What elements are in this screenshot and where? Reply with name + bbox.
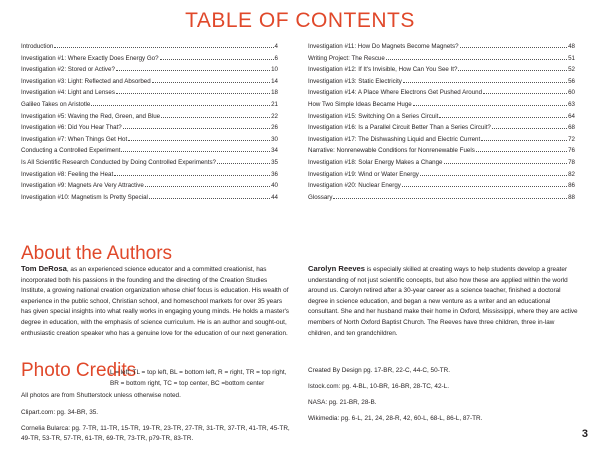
toc-leader-dots (149, 190, 270, 199)
toc-leader-dots (492, 120, 567, 129)
page-number: 3 (581, 428, 588, 440)
toc-leader-dots (123, 120, 270, 129)
toc-entry (21, 62, 278, 74)
toc-entry-page: 82 (568, 170, 575, 178)
toc-leader-dots (116, 85, 270, 94)
toc-entry-label: How Two Simple Ideas Became Huge (308, 100, 412, 108)
toc-entry-label: Investigation #2: Stored or Active? (21, 66, 115, 74)
toc-leader-dots (160, 51, 274, 60)
toc-entry (308, 109, 575, 121)
toc-entry-label: Investigation #10: Magnetism Is Pretty Special (21, 193, 148, 201)
toc-entry (308, 74, 575, 86)
toc-entry (21, 39, 278, 51)
toc-entry (308, 39, 575, 51)
toc-leader-dots (444, 155, 568, 164)
author-name: Carolyn Reeves (308, 264, 365, 273)
toc-leader-dots (145, 178, 270, 187)
toc-entry (21, 167, 278, 179)
toc-entry-page: 34 (271, 147, 278, 155)
toc-entry-label: Narrative: Nonrenewable Conditions for Nonrenewable Fuels (308, 147, 475, 155)
author-bio-text: , as an experienced science educator and a committed creationist, has incorporated both his passions in the founding and the directing of the Creation Studies Institute, a growing national creation organization whose chief focus is education. His wealth of experience in the public school, Christian school, and homeschool markets for over 35 years has given special insights into what really works in engaging young minds. He holds a master's degree in education, with the emphasis of science curriculum. He is an author and sought-out, enthusiastic creation speaker who has a genuine love for the education of our next generation. (21, 266, 289, 337)
toc-entry-page: 21 (271, 100, 278, 108)
toc-entry (308, 62, 575, 74)
author-name: Tom DeRosa (21, 264, 67, 273)
toc-entry-page: 14 (271, 77, 278, 85)
toc-entry-label: Investigation #7: When Things Get Hot (21, 135, 128, 143)
toc-entry (21, 143, 278, 155)
toc-leader-dots (420, 167, 567, 176)
toc-entry-label: Investigation #15: Switching On a Series Circuit (308, 112, 439, 120)
toc-entry (308, 85, 575, 97)
toc-leader-dots (402, 178, 567, 187)
toc-entry-page: 86 (568, 182, 575, 190)
toc-entry-label: Glossary (308, 193, 333, 201)
toc-leader-dots (116, 62, 270, 71)
toc-entry-page: 64 (568, 112, 575, 120)
toc-entry (308, 143, 575, 155)
toc-entry-page: 44 (271, 193, 278, 201)
toc-entry (21, 51, 278, 63)
credit-line: Cornelia Bularca: pg. 7-TR, 11-TR, 15-TR, 19-TR, 23-TR, 27-TR, 31-TR, 37-TR, 41-TR, 45-TR, (21, 425, 290, 432)
toc-entry-page: 76 (568, 147, 575, 155)
toc-entry-label: Investigation #3: Light: Reflected and Absorbed (21, 77, 151, 85)
credit-line: Wikimedia: pg. 6-L, 21, 24, 28-R, 42, 60-L, 68-L, 86-L, 87-TR. (308, 415, 483, 422)
toc-entry-page: 36 (271, 170, 278, 178)
toc-entry-label: Investigation #8: Feeling the Heat (21, 170, 114, 178)
toc-entry-page: 56 (568, 77, 575, 85)
toc-entry-label: Investigation #11: How Do Magnets Become Magnets? (308, 43, 459, 50)
credit-line: Istock.com: pg. 4-BL, 10-BR, 16-BR, 28-TC, 42-L. (308, 383, 450, 390)
toc-leader-dots (403, 74, 567, 83)
toc-leader-dots (458, 62, 567, 71)
toc-leader-dots (333, 190, 567, 199)
toc-leader-dots (121, 143, 270, 152)
toc-entry-label: Writing Project: The Rescue (308, 54, 385, 62)
toc-entry-label: Is All Scientific Research Conducted by Doing Controlled Experiments? (21, 158, 217, 166)
toc-leader-dots (386, 51, 567, 60)
toc-entry-label: Investigation #5: Waving the Red, Green, and Blue (21, 112, 161, 120)
toc-entry-label: Investigation #13: Static Electricity (308, 77, 402, 85)
toc-entry-label: Investigation #6: Did You Hear That? (21, 124, 122, 132)
toc-entry-page: 40 (271, 182, 278, 190)
author-bio-derosa (21, 264, 291, 339)
toc-entry (308, 178, 575, 190)
credit-line: 49-TR, 53-TR, 57-TR, 61-TR, 69-TR, 73-TR, p79-TR, 83-TR. (21, 435, 194, 442)
toc-entry-label: Introduction (21, 43, 54, 50)
toc-entry (21, 74, 278, 86)
toc-entry (308, 51, 575, 63)
credit-line: Clipart.com: pg. 34-BR, 35. (21, 409, 99, 416)
toc-entry (308, 97, 575, 109)
toc-entry (21, 155, 278, 167)
toc-entry (21, 120, 278, 132)
toc-entry-label: Investigation #14: A Place Where Electrons Get Pushed Around (308, 89, 483, 97)
toc-entry-page: 63 (568, 100, 575, 108)
author-bio-text: is especially skilled at creating ways to help students develop a greater understanding of not just scientific concepts, but also how these are applied within the world around us. Carolyn retired after a 30-year career as a science teacher, finished a doctoral degree in science education, and began a new venture as a writer and an educational consultant. She and her husband make their home in Oxford, Mississippi, where they are active members of North Oxford Baptist Church. The Reeves have three children, three in-law children, and ten grandchildren. (308, 266, 578, 337)
toc-entry-label: Investigation #9: Magnets Are Very Attractive (21, 182, 144, 190)
toc-leader-dots (481, 132, 567, 141)
credit-line: All photos are from Shutterstock unless otherwise noted. (21, 392, 181, 399)
toc-entry-page: 26 (271, 124, 278, 132)
toc-entry-label: Investigation #4: Light and Lenses (21, 89, 115, 97)
toc-leader-dots (217, 155, 270, 164)
toc-entry-label: Galileo Takes on Aristotle (21, 100, 91, 108)
toc-leader-dots (91, 97, 270, 106)
toc-entry-page: 52 (568, 66, 575, 74)
toc-leader-dots (460, 39, 568, 48)
toc-leader-dots (54, 39, 273, 48)
toc-entry-label: Investigation #19: Wind or Water Energy (308, 170, 419, 178)
toc-leader-dots (114, 167, 270, 176)
toc-entry-page: 18 (271, 89, 278, 97)
toc-entry-page: 10 (271, 66, 278, 74)
toc-entry-page: 88 (568, 193, 575, 201)
credit-line: Created By Design pg. 17-BR, 22-C, 44-C, 50-TR. (308, 367, 451, 374)
toc-entry-page: 51 (568, 54, 575, 62)
photo-credits-legend: L = left, TL = top left, BL = bottom left, R = right, TR = top right, BR = bottom right, TC = top center, BC =bottom center (110, 369, 287, 387)
toc-entry-page: 78 (568, 158, 575, 166)
toc-entry (21, 190, 278, 202)
toc-entry-page: 30 (271, 135, 278, 143)
toc-leader-dots (476, 143, 567, 152)
toc-entry-page: 68 (568, 124, 575, 132)
toc-entry-page: 22 (271, 112, 278, 120)
author-bio-reeves (308, 264, 578, 339)
credit-line: NASA: pg. 21-BR, 28-B. (308, 399, 377, 406)
toc-entry-page: 4 (274, 43, 278, 50)
toc-entry-page: 6 (274, 54, 278, 62)
toc-entry-label: Investigation #18: Solar Energy Makes a Change (308, 158, 443, 166)
toc-title: TABLE OF CONTENTS (185, 9, 415, 32)
toc-entry-page: 35 (271, 158, 278, 166)
toc-entry-page: 72 (568, 135, 575, 143)
toc-entry-label: Investigation #17: The Dishwashing Liquid and Electric Current (308, 135, 481, 143)
about-authors-heading: About the Authors (21, 243, 173, 264)
toc-entry (308, 155, 575, 167)
toc-entry-label: Investigation #12: If It's Invisible, How Can You See It? (308, 66, 458, 74)
toc-entry (308, 167, 575, 179)
toc-leader-dots (152, 74, 270, 83)
toc-entry (308, 132, 575, 144)
toc-entry (21, 97, 278, 109)
toc-entry-label: Investigation #16: Is a Parallel Circuit Better Than a Series Circuit? (308, 124, 491, 132)
toc-right-column (308, 39, 575, 201)
toc-entry-page: 48 (568, 43, 575, 50)
toc-entry-label: Investigation #20: Nuclear Energy (308, 182, 401, 190)
toc-left-column (21, 39, 278, 201)
toc-leader-dots (439, 109, 567, 118)
toc-entry-label: Investigation #1: Where Exactly Does Energy Go? (21, 54, 159, 62)
toc-entry (308, 190, 575, 202)
toc-leader-dots (128, 132, 270, 141)
toc-leader-dots (413, 97, 567, 106)
toc-entry-label: Conducting a Controlled Experiment (21, 147, 121, 155)
toc-entry (21, 178, 278, 190)
toc-entry (21, 109, 278, 121)
toc-leader-dots (161, 109, 270, 118)
toc-entry-page: 60 (568, 89, 575, 97)
toc-entry (21, 85, 278, 97)
toc-leader-dots (483, 85, 567, 94)
photo-credits-heading: Photo Credits (21, 360, 137, 381)
toc-entry (308, 120, 575, 132)
toc-entry (21, 132, 278, 144)
